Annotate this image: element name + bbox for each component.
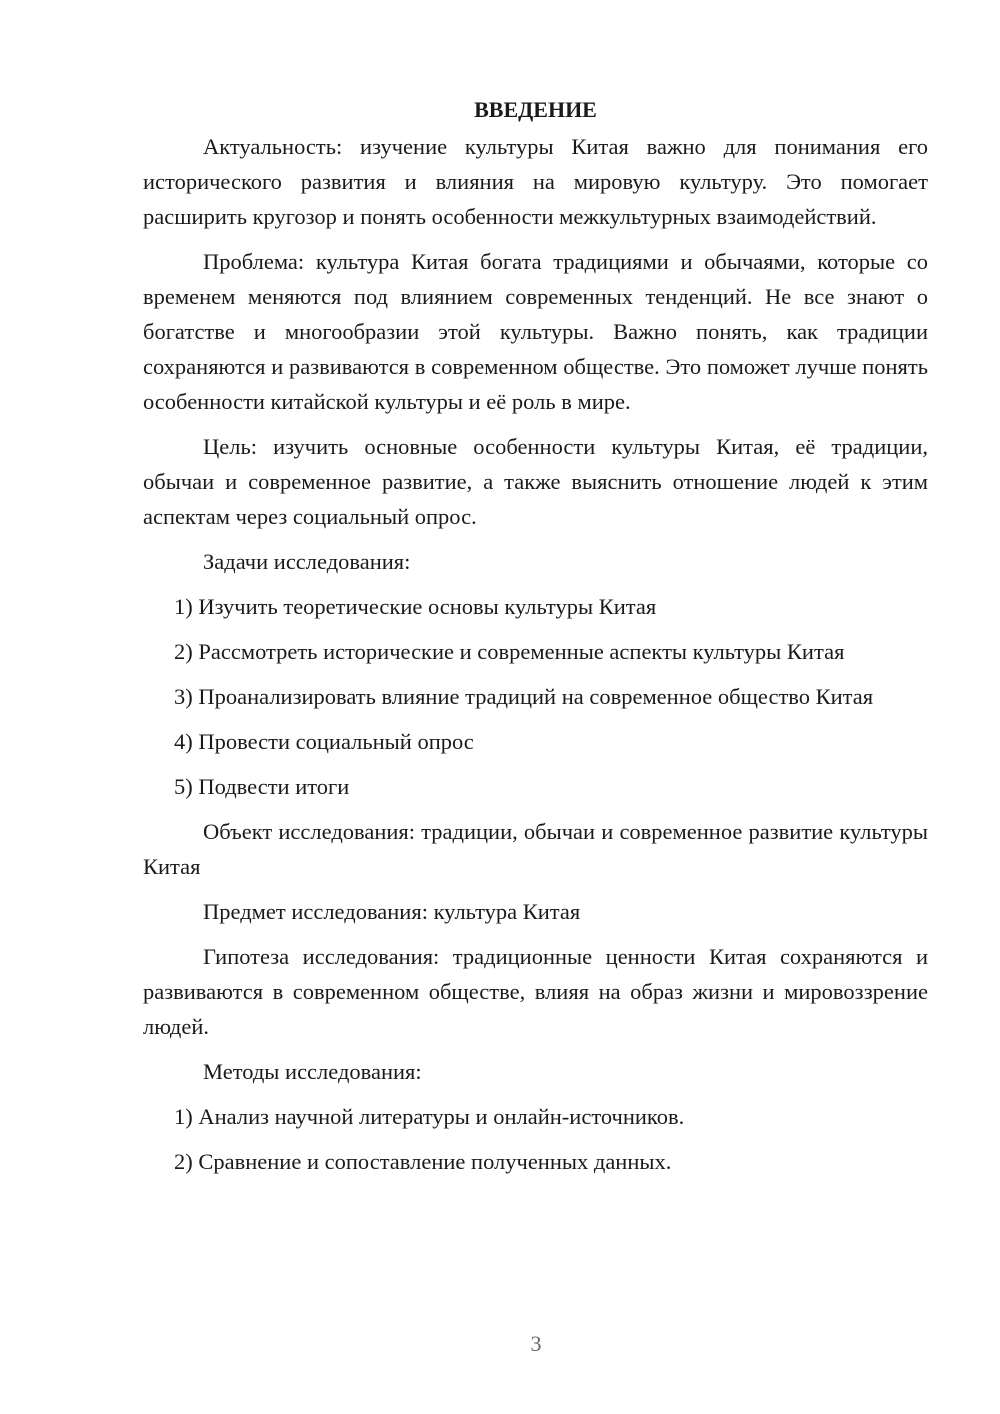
tasks-list — [143, 589, 928, 804]
object-paragraph: Объект исследования: традиции, обычаи и современное развитие культуры Китая — [143, 819, 928, 879]
list-item: 2) Сравнение и сопоставление полученных данных. — [174, 1149, 672, 1174]
list-item: 1) Изучить теоретические основы культуры Китая — [174, 594, 657, 619]
goal-paragraph: Цель: изучить основные особенности культуры Китая, её традиции, обычаи и современное развитие, а также выяснить отношение людей к этим аспектам через социальный опрос. — [143, 434, 928, 529]
list-item: 3) Проанализировать влияние традиций на современное общество Китая — [174, 684, 874, 709]
relevance-paragraph: Актуальность: изучение культуры Китая важно для понимания его исторического развития и влияния на мировую культуру. Это помогает расширить кругозор и понять особенности межкультурных взаимодействий. — [143, 134, 928, 229]
section-title: ВВЕДЕНИЕ — [474, 97, 597, 122]
list-item: 2) Рассмотреть исторические и современные аспекты культуры Китая — [174, 639, 845, 664]
methods-list — [143, 1099, 928, 1179]
methods-heading: Методы исследования: — [203, 1059, 422, 1084]
document-page — [143, 92, 928, 1189]
page-number: 3 — [530, 1331, 542, 1356]
problem-paragraph: Проблема: культура Китая богата традициями и обычаями, которые со временем меняются под влиянием современных тенденций. Не все знают о богатстве и многообразии этой культуры. Важно понять, как традиции сохраняются и развиваются в современном обществе. Это поможет лучше понять особенности китайской культуры и её роль в мире. — [143, 249, 928, 414]
list-item: 1) Анализ научной литературы и онлайн-источников. — [174, 1104, 685, 1129]
tasks-heading: Задачи исследования: — [203, 549, 411, 574]
subject-paragraph: Предмет исследования: культура Китая — [203, 899, 581, 924]
list-item: 5) Подвести итоги — [174, 774, 350, 799]
hypothesis-paragraph: Гипотеза исследования: традиционные ценности Китая сохраняются и развиваются в современном обществе, влияя на образ жизни и мировоззрение людей. — [143, 944, 928, 1039]
list-item: 4) Провести социальный опрос — [174, 729, 474, 754]
